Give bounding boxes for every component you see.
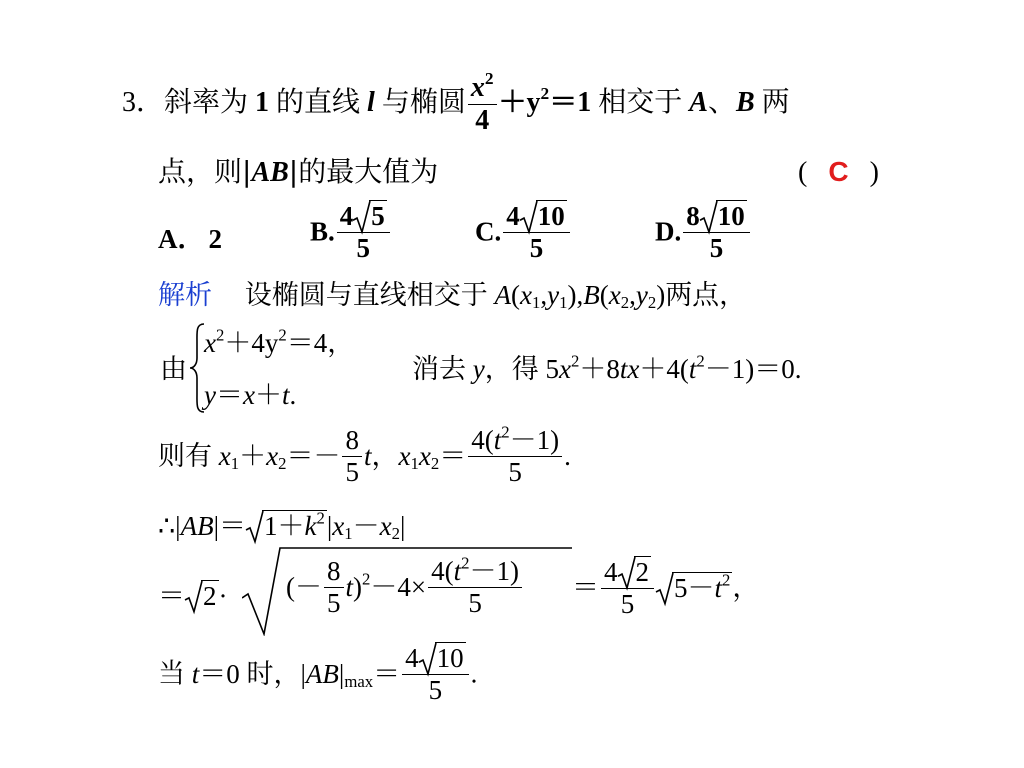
system-you bbox=[160, 356, 187, 383]
quadratic-line: 消去 y，得 $5x^2+8tx+4(t^2-1)=0$. bbox=[412, 351, 802, 385]
option-c-fraction: 4 10 5 bbox=[503, 200, 570, 264]
paren-open: ( bbox=[798, 157, 808, 188]
frac-final: 4 10 5 bbox=[402, 642, 469, 706]
result-line: ＝ 4 2 5 $5-t^2$， bbox=[572, 557, 760, 620]
answer-bracket bbox=[798, 158, 879, 187]
frac-num: x bbox=[470, 72, 485, 103]
question-text: 相交于 bbox=[598, 85, 683, 119]
frac-den: 4 bbox=[475, 105, 490, 137]
paren-close: ) bbox=[869, 157, 879, 188]
line-var: l bbox=[367, 87, 375, 119]
option-label: C. bbox=[475, 216, 502, 247]
question-text: |的最大值为 bbox=[288, 155, 439, 188]
solution-text: 设椭圆与直线相交于 bbox=[244, 280, 488, 311]
solution-intro: 解析 设椭圆与直线相交于 $A(x_1,y_1),B(x_2,y_2)$两点， bbox=[158, 280, 747, 313]
question-text: 与椭圆 bbox=[381, 85, 466, 119]
vieta-line: 则有 $x_1+x_2=-$ $\frac{8}{5}$ t，$x_1x_2=$ $\frac{4(t^2-1)}{5}$ . bbox=[158, 422, 571, 488]
question-text: 点，则| bbox=[158, 155, 252, 188]
question-line-1 bbox=[122, 68, 790, 137]
option-label: A． bbox=[158, 224, 205, 254]
option-b bbox=[310, 200, 392, 264]
ellipse-rest: $+y^2=1$ bbox=[498, 83, 592, 119]
zeyou-text: 则有 bbox=[158, 441, 212, 473]
slope-value: 1 bbox=[255, 87, 270, 119]
question-number: 3． bbox=[122, 87, 165, 119]
point-a: A bbox=[689, 87, 708, 119]
elim-var: y bbox=[472, 354, 485, 384]
elim-text: 消去 bbox=[412, 354, 466, 385]
separator: 、 bbox=[707, 85, 736, 119]
question-text: 的直线 bbox=[276, 85, 361, 119]
frac-4sqrt2-5: 4 2 5 bbox=[601, 556, 654, 620]
option-label: D. bbox=[655, 216, 682, 247]
question-text: 两 bbox=[761, 85, 790, 119]
system-eq2: y＝x＋t. bbox=[204, 380, 297, 410]
you-text: 由 bbox=[160, 354, 187, 385]
system-eq1: $x^2+4y^2=4$， bbox=[204, 325, 355, 358]
option-label: B. bbox=[310, 216, 335, 247]
solution-label: 解析 bbox=[158, 280, 212, 311]
point-b: B bbox=[735, 87, 755, 119]
answer-choice: C bbox=[828, 156, 849, 187]
frac-8-5: $\frac{8}{5}$ bbox=[342, 425, 362, 488]
ellipse-fraction: $\frac{x^2}{4}$ bbox=[468, 72, 497, 137]
option-d-fraction: 8 10 5 bbox=[683, 200, 750, 264]
option-d bbox=[655, 200, 752, 264]
option-a bbox=[158, 226, 222, 253]
option-c bbox=[475, 200, 572, 264]
ab-var: AB bbox=[251, 157, 289, 188]
frac-product: $\frac{4(t^2-1)}{5}$ bbox=[468, 425, 562, 488]
final-line: 当 t＝0 时，$|AB|_{max}=$ 4 10 5 . bbox=[158, 643, 478, 706]
dang-text: 当 bbox=[158, 658, 185, 690]
intro-math: $A(x_1,y_1),B(x_2,y_2)$ bbox=[494, 280, 666, 313]
frac-product-b: $\frac{4(t^2-1)}{5}$ bbox=[428, 556, 522, 619]
option-b-fraction: 4 5 5 bbox=[337, 200, 390, 264]
big-sqrt-line: ＝ 2· bbox=[158, 581, 228, 611]
option-value: 2 bbox=[208, 224, 222, 254]
question-text: 斜率为 bbox=[164, 85, 249, 119]
question-line-2 bbox=[158, 155, 439, 188]
big-sqrt-inner: (－ $\frac{8}{5}$ t)$^2$－4× $\frac{4(t^2-1)}{5}$ bbox=[286, 556, 524, 619]
therefore-line: ∴|AB|＝ $1+k^2|x_1-x_2|$ bbox=[158, 508, 406, 544]
frac-8-5-b: $\frac{8}{5}$ bbox=[324, 556, 344, 619]
